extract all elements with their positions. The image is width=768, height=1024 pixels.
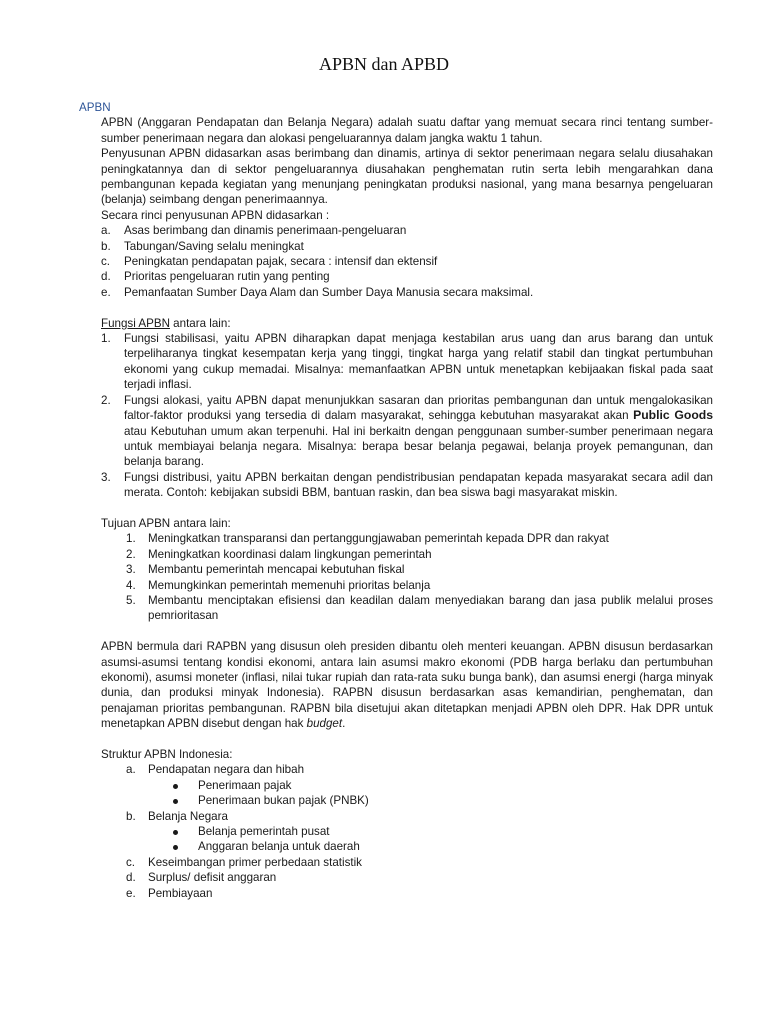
list-text: Asas berimbang dan dinamis penerimaan-pengeluaran [124, 224, 407, 238]
list-text: Penerimaan pajak [198, 778, 292, 792]
list-item [126, 762, 713, 777]
list-item [101, 239, 713, 254]
list-item [126, 886, 713, 901]
struktur-list [126, 762, 713, 901]
sub-list-item [173, 824, 713, 839]
list-item [101, 269, 713, 284]
bullet-icon [173, 839, 198, 854]
dasar-list [101, 223, 713, 300]
list-item [101, 223, 713, 238]
list-item [126, 531, 713, 546]
sub-list [173, 824, 713, 855]
bullet-icon [173, 824, 198, 839]
tujuan-list [126, 531, 713, 623]
list-text: Belanja pemerintah pusat [198, 825, 330, 839]
list-marker: c. [126, 855, 136, 869]
bullet-icon [173, 778, 198, 793]
page-title: APBN dan APBD [318, 54, 450, 74]
list-text-part: atau Kebutuhan umum akan terpenuhi. Hal ini berkaitn dengan penggunaan sumber-sumber penerimaan negara untuk membiayai belanja negara. Misalnya: berapa besar belanja pegawai, belanja proyek pemangunan, dan belanja barang. [124, 424, 713, 469]
list-text: Membantu menciptakan efisiensi dan keadilan dalam menyediakan barang dan jasa publik melalui proses pemrioritasan [148, 593, 713, 623]
document-content [79, 100, 713, 901]
fungsi-heading-underlined: Fungsi APBN [101, 316, 170, 330]
list-marker: 5. [126, 593, 136, 607]
list-marker: a. [126, 763, 136, 777]
section-heading: APBN [79, 101, 111, 114]
list-marker: 4. [126, 578, 136, 592]
list-item [126, 562, 713, 577]
list-text: Membantu pemerintah mencapai kebutuhan fiskal [148, 563, 405, 577]
list-item [126, 547, 713, 562]
list-text: Fungsi distribusi, yaitu APBN berkaitan dengan pendistribusian pendapatan kepada masyarakat secara adil dan merata. Contoh: kebijakan subsidi BBM, bantuan raskin, dan bea siswa bagi masyarakat miskin. [124, 470, 713, 500]
apbn-penyusunan: Penyusunan APBN didasarkan asas berimbang dan dinamis, artinya di sektor penerimaan negara selalu diusahakan peningkatannya dan di sektor pengeluarannya diusahakan penghematan rutin serta lebih mengarahkan dana pembangunan kepada kegiatan yang menunjang peningkatan produksi nasional, yang mana besarnya pengeluaran (belanja) seimbang dengan penerimaannya. [101, 147, 713, 207]
list-item [101, 393, 713, 470]
list-text: Keseimbangan primer perbedaan statistik [148, 855, 362, 869]
section-body [101, 115, 713, 901]
list-item [126, 578, 713, 593]
list-text: Tabungan/Saving selalu meningkat [124, 239, 304, 253]
list-marker: 2. [126, 547, 136, 561]
list-item [101, 470, 713, 501]
list-text: Memungkinkan pemerintah memenuhi prioritas belanja [148, 578, 431, 592]
rapbn-end: . [342, 717, 346, 731]
list-text: Meningkatkan koordinasi dalam lingkungan pemerintah [148, 547, 432, 561]
list-marker: a. [101, 224, 111, 238]
list-marker: 1. [126, 532, 136, 546]
rapbn-text: APBN bermula dari RAPBN yang disusun oleh presiden dibantu oleh menteri keuangan. APBN disusun berdasarkan asumsi-asumsi tentang kondisi ekonomi, antara lain asumsi makro ekonomi (PDB harga berlaku dan pertumbuhan ekonomi), asumsi moneter (inflasi, nilai tukar rupiah dan rata-rata suku bunga bank), dan asumsi energi (harga minyak dunia, dan produksi minyak Indonesia). RAPBN disusun berdasarkan asas kemandirian, penghematan, dan penajaman prioritas pembangunan. RAPBN bila disetujui akan ditetapkan menjadi APBN oleh DPR. Hak DPR untuk menetapkan APBN disebut dengan hak [101, 640, 713, 731]
spacer [101, 300, 713, 315]
list-text: Prioritas pengeluaran rutin yang penting [124, 270, 330, 284]
list-marker: e. [126, 886, 136, 900]
budget-term: budget [306, 717, 343, 731]
spacer [101, 732, 713, 747]
fungsi-list [101, 331, 713, 500]
list-marker: b. [126, 809, 136, 823]
list-item [101, 254, 713, 269]
list-text: Peningkatan pendapatan pajak, secara : intensif dan ektensif [124, 255, 438, 269]
list-text-part: Fungsi alokasi, yaitu APBN dapat menunjukkan sasaran dan prioritas pembangunan dan untuk mengalokasikan faltor-faktor produksi yang tersedia di dalam masyarakat, sehingga kebutuhan masyarakat akan [124, 393, 713, 423]
list-marker: b. [101, 239, 111, 253]
list-text: Meningkatkan transparansi dan pertanggungjawaban pemerintah kepada DPR dan rakyat [148, 532, 609, 546]
fungsi-heading-rest: antara lain: [169, 316, 231, 330]
fungsi-heading [101, 316, 713, 331]
public-goods-term: Public Goods [633, 408, 714, 423]
list-marker: 3. [101, 470, 111, 484]
list-text: Pendapatan negara dan hibah [148, 763, 305, 777]
sub-list-item [173, 778, 713, 793]
list-text: Surplus/ defisit anggaran [148, 871, 277, 885]
list-text: Belanja Negara [148, 809, 228, 823]
list-item [126, 855, 713, 870]
list-marker: e. [101, 285, 111, 299]
list-marker: d. [126, 871, 136, 885]
list-text: Fungsi stabilisasi, yaitu APBN diharapkan dapat menjaga kestabilan arus uang dan arus barang dan untuk terpeliharanya tingkat kesempatan kerja yang tinggi, tingkat harga yang relatif stabil dan tingkat pertumbuhan ekonomi yang cukup memadai. Misalnya: memanfaatkan APBN untuk menetapkan kebijaakan fiskal pada saat terjadi inflasi. [124, 332, 713, 392]
list-item [126, 809, 713, 824]
list-marker: c. [101, 255, 111, 269]
list-marker: d. [101, 270, 111, 284]
list-text: Pemanfaatan Sumber Daya Alam dan Sumber Daya Manusia secara maksimal. [124, 285, 534, 299]
spacer [101, 501, 713, 516]
list-item [101, 285, 713, 300]
list-marker: 3. [126, 563, 136, 577]
list-item [126, 870, 713, 885]
bullet-icon [173, 793, 198, 808]
list-text [124, 393, 713, 470]
sub-list-item [173, 793, 713, 808]
list-marker: 2. [101, 393, 111, 407]
tujuan-heading: Tujuan APBN antara lain: [101, 516, 231, 530]
list-marker: 1. [101, 332, 111, 346]
spacer [101, 624, 713, 639]
apbn-definition: APBN (Anggaran Pendapatan dan Belanja Negara) adalah suatu daftar yang memuat secara rinci tentang sumber-sumber penerimaan negara dan alokasi pengeluarannya dalam jangka waktu 1 tahun. [101, 116, 713, 145]
rapbn-paragraph [101, 639, 713, 731]
struktur-heading: Struktur APBN Indonesia: [101, 748, 233, 761]
list-item [126, 593, 713, 624]
sub-list-item [173, 839, 713, 854]
rinci-lead: Secara rinci penyusunan APBN didasarkan : [101, 208, 330, 222]
list-text: Anggaran belanja untuk daerah [198, 840, 360, 854]
list-text: Penerimaan bukan pajak (PNBK) [198, 794, 369, 808]
sub-list [173, 778, 713, 809]
list-text: Pembiayaan [148, 886, 213, 900]
list-item [101, 331, 713, 393]
